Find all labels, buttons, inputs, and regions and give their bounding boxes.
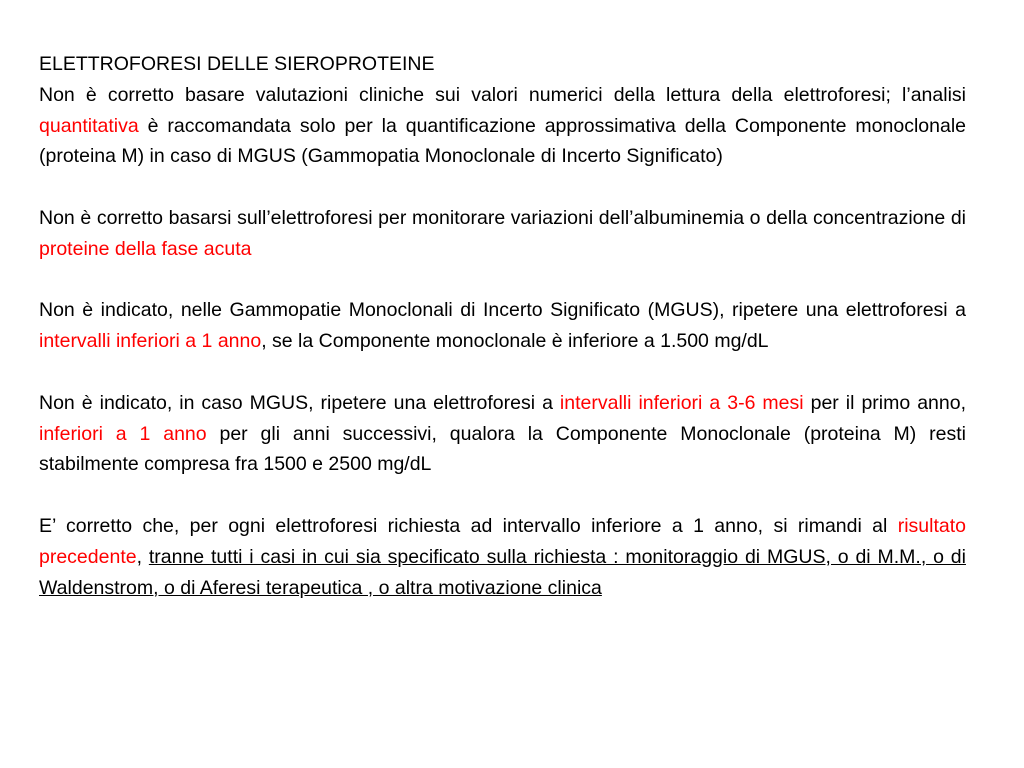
slide-content — [39, 49, 966, 603]
paragraph-text: , — [136, 545, 149, 568]
paragraph-text: Non è indicato, in caso MGUS, ripetere una elettroforesi a — [39, 391, 560, 414]
paragraph-text: Non è corretto basarsi sull’elettroforesi per monitorare variazioni dell’albuminemia o della concentrazione di — [39, 206, 966, 229]
paragraph-text: per gli anni successivi, qualora la Componente Monoclonale (proteina M) resti stabilmente compresa fra 1500 e 2500 mg/dL — [39, 422, 966, 476]
highlight-text: inferiori a 1 anno — [39, 422, 207, 445]
paragraph-albuminemia — [39, 203, 966, 265]
paragraph-previous-result — [39, 511, 966, 603]
highlight-text: risultato precedente — [39, 514, 966, 568]
highlight-text: intervalli inferiori a 3-6 mesi — [559, 391, 804, 414]
highlight-text: proteine della fase acuta — [39, 237, 252, 260]
paragraph-text: E’ corretto che, per ogni elettroforesi richiesta ad intervallo inferiore a 1 anno, si rimandi al — [39, 514, 898, 537]
paragraph-text: , se la Componente monoclonale è inferiore a 1.500 mg/dL — [261, 330, 769, 353]
paragraph-text: per il primo anno, — [803, 391, 966, 414]
underlined-text: tranne tutti i casi in cui sia specificato sulla richiesta : monitoraggio di MGUS, o di M.M., o di Waldenstrom, o di Aferesi terapeutica , o altra motivazione clinica — [39, 545, 966, 599]
highlight-text: intervalli inferiori a 1 anno — [39, 330, 262, 353]
paragraph-quantitative-analysis — [39, 80, 966, 172]
paragraph-mgus-interval — [39, 295, 966, 357]
paragraph-text: Non è indicato, nelle Gammopatie Monoclonali di Incerto Significato (MGUS), ripetere una elettroforesi a — [39, 299, 966, 322]
paragraph-text: è raccomandata solo per la quantificazione approssimativa della Componente monoclonale (proteina M) in caso di MGUS (Gammopatia Monoclonale di Incerto Significato) — [39, 114, 966, 168]
slide-title: ELETTROFORESI DELLE SIEROPROTEINE — [39, 53, 435, 75]
highlight-text: quantitativa — [39, 114, 139, 137]
paragraph-mgus-follow-up — [39, 388, 966, 480]
paragraph-text: Non è corretto basare valutazioni cliniche sui valori numerici della lettura della elettroforesi; l’analisi — [39, 83, 966, 106]
